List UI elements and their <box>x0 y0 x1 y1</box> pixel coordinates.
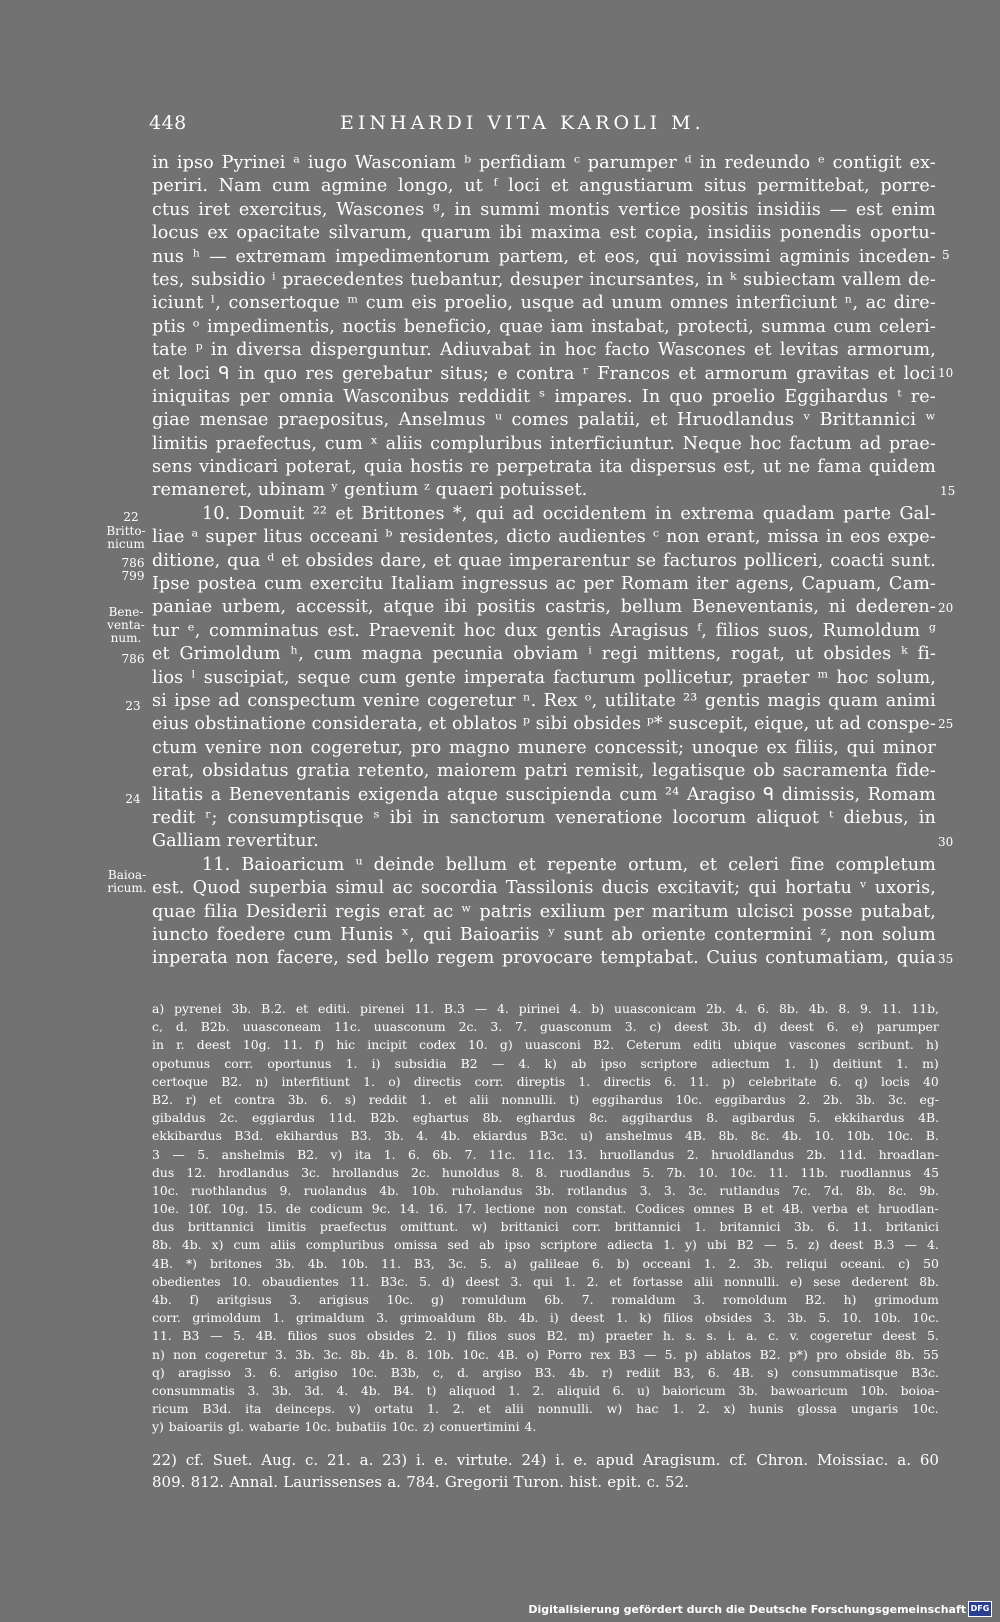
text-line: nus ʰ — extremam impedimentorum partem, et eos, qui novissimi agminis inceden- <box>152 246 936 267</box>
text-line: tate ᵖ in diversa disperguntur. Adiuvabat in hoc facto Wascones et levitas armorum, <box>152 340 936 361</box>
apparatus-line: n) non cogeretur 3. 3b. 3c. 8b. 4b. 8. 10b. 10c. 4B. o) Porro rex B3 — 5. p) ablatos B2. p*) pro obside 8b. 55 <box>152 1346 939 1362</box>
margin-note: Britto- nicum <box>106 524 146 551</box>
apparatus-line: ricum B3d. ita deinceps. v) ortatu 1. 2. et alii nonnulli. w) hac 1. 2. x) hunis glossa ungaris 10c. <box>152 1401 939 1417</box>
line-number: 25 <box>938 717 954 731</box>
margin-note: Bene- venta- num. <box>107 605 145 645</box>
text-line: ptis ᵒ impedimentis, noctis beneficio, quae iam instabat, protecti, summa cum celeri- <box>152 316 936 337</box>
apparatus-line: B2. r) et contra 3b. 6. s) reddit 1. et alii nonnulli. t) eggihardus 10c. eggibardus 2. 2b. 3b. 3c. eg- <box>152 1091 939 1107</box>
apparatus-line: 11. B3 — 5. 4B. filios suos obsides 2. l) filios suos B2. m) praeter h. s. s. i. a. c. v. cogeretur deest 5. <box>152 1328 939 1344</box>
apparatus-line: certoque B2. n) interfitiunt 1. o) directis corr. direptis 1. directis 6. 11. p) celebritate 6. q) locis 40 <box>152 1073 939 1089</box>
apparatus-line: consummatis 3. 3b. 3d. 4. 4b. B4. t) aliquod 1. 2. aliquid 6. u) baioricum 3b. bawoaricum 10b. boioa- <box>152 1382 939 1398</box>
apparatus-line: corr. grimoldum 1. grimaldum 3. grimoaldum 8b. 4b. i) deest 1. k) filios obsides 3. 3b. 5. 10. 10b. 10c. <box>152 1310 939 1326</box>
apparatus-line: gibaldus 2c. eggiardus 11d. B2b. eghartus 8b. eghardus 8c. aggihardus 8. agibardus 5. ekkihardus 4B. <box>152 1110 939 1126</box>
margin-note: 24 <box>125 792 141 806</box>
text-line: periri. Nam cum agmine longo, ut ᶠ loci et angustiarum situs permittebat, porre- <box>152 176 936 197</box>
apparatus-line: dus 12. hrodlandus 3c. hrollandus 2c. hunoldus 8. 8. ruodlandus 5. 7b. 10. 10c. 11. 11b. ruodlannus 45 <box>152 1164 939 1180</box>
margin-note: 22 <box>123 510 139 524</box>
apparatus-line: 4b. f) aritgisus 3. arigisus 10c. g) romuldum 6b. 7. romaldum 3. romoldum B2. h) grimodum <box>152 1292 939 1307</box>
apparatus-line: 10e. 10f. 10g. 15. de codicum 9c. 14. 16. 17. lectione non constat. Codices omnes B et 4B. verba et hruodlan- <box>152 1201 939 1217</box>
margin-note: 23 <box>125 699 141 713</box>
footnote-line: 22) cf. Suet. Aug. c. 21. a. 23) i. e. virtute. 24) i. e. apud Aragisum. cf. Chron. Moissiac. a. 60 <box>152 1451 939 1469</box>
text-line: sens vindicari poterat, quia hostis re perpetrata ita dispersus est, ut ne fama quidem <box>152 457 936 478</box>
text-line: inperata non facere, sed bello regem provocare temptabat. Cuius contumatiam, quia <box>152 948 936 969</box>
footnotes <box>152 1450 939 1493</box>
line-number: 5 <box>942 248 950 262</box>
apparatus-line: dus brittannici limitis praefectus omittunt. w) brittanici corr. brittannici 1. britannici 3b. 6. 11. britanici <box>152 1219 939 1235</box>
text-line: est. Quod superbia simul ac socordia Tassilonis ducis excitavit; qui hortatu ᵛ uxoris, <box>152 878 936 899</box>
apparatus-line: in r. deest 10g. 11. f) hic incipit codex 10. g) uuasconi B2. Ceterum editi ubique vascones scribunt. h) <box>152 1037 939 1053</box>
text-line: ctus iret exercitus, Wascones ᵍ, in summi montis vertice positis insidiis — est enim <box>152 199 936 220</box>
margin-note: Baioa- ricum. <box>107 868 147 895</box>
critical-apparatus <box>152 1000 939 1437</box>
page-number: 448 <box>149 112 187 134</box>
text-line: eius obstinatione considerata, et oblatos ᵖ sibi obsides ᵖ* suscepit, eique, ut ad conspe- <box>152 714 936 735</box>
text-line: ctum venire non cogeretur, pro magno munere concessit; unoque ex filiis, qui minor <box>152 737 936 758</box>
apparatus-line: y) baioariis gl. wabarie 10c. bubatiis 10c. z) conuertimini 4. <box>152 1419 537 1435</box>
text-line: redit ʳ; consumptisque ˢ ibi in sanctorum veneratione locorum aliquot ᵗ diebus, in <box>152 807 936 828</box>
text-line: tur ᵉ, comminatus est. Praevenit hoc dux gentis Aragisus ᶠ, filios suos, Rumoldum ᵍ <box>152 620 936 641</box>
line-number: 20 <box>938 601 954 615</box>
text-line: si ipse ad conspectum venire cogeretur ⁿ. Rex ᵒ, utilitate ²³ gentis magis quam animi <box>152 690 936 711</box>
text-line: 11. Baioaricum ᵘ deinde bellum et repente ortum, et celeri fine completum <box>202 854 936 875</box>
text-line: Galliam revertitur. <box>152 831 319 852</box>
dfg-logo-icon: DFG <box>968 1601 992 1617</box>
text-line: paniae urbem, accessit, atque ibi positis castris, bellum Beneventanis, ni dederen- <box>152 597 936 618</box>
apparatus-line: 10c. ruothlandus 9. ruolandus 4b. 10b. ruholandus 3b. rotlandus 3. 3. 3c. rutlandus 7c. 7d. 8b. 8c. 9b. <box>152 1182 939 1198</box>
margin-note: 786 799 <box>121 556 145 583</box>
text-line: erat, obsidatus gratia retento, maiorem patri remisit, legatisque ob sacramenta fide- <box>152 761 936 782</box>
text-line: remaneret, ubinam ʸ gentium ᶻ quaeri potuisset. <box>152 480 588 501</box>
line-number: 10 <box>938 366 954 380</box>
apparatus-line: ekkibardus B3d. ekihardus B3. 3b. 4. 4b. ekiardus B3c. u) anshelmus 4B. 8b. 8c. 4b. 10. 10b. 10c. B. <box>152 1128 939 1144</box>
text-line: giae mensae praepositus, Anselmus ᵘ comes palatii, et Hruodlandus ᵛ Brittannici ʷ <box>152 410 936 431</box>
running-title: EINHARDI VITA KAROLI M. <box>340 112 705 134</box>
text-line: lios ˡ suscipiat, seque cum gente imperata facturum pollicetur, praeter ᵐ hoc solum, <box>152 667 936 688</box>
text-line: iniquitas per omnia Wasconibus reddidit ˢ impares. In quo proelio Eggihardus ᵗ re- <box>152 386 936 407</box>
main-text <box>152 152 936 971</box>
text-line: locus ex opacitate silvarum, quarum ibi maxima est copia, insidiis ponendis oportu- <box>152 223 936 244</box>
apparatus-line: obedientes 10. obaudientes 11. B3c. 5. d) deest 3. qui 1. 2. et fortasse alii nonnulli. e) sese dederent 8b. <box>152 1273 939 1289</box>
margin-note: 786 <box>121 652 145 666</box>
line-number: 15 <box>940 484 956 498</box>
text-line: 10. Domuit ²² et Brittones *, qui ad occidentem in extrema quadam parte Gal- <box>202 503 936 524</box>
text-line: in ipso Pyrinei ᵃ iugo Wasconiam ᵇ perfidiam ᶜ parumper ᵈ in redeundo ᵉ contigit ex- <box>152 153 936 173</box>
text-line: et Grimoldum ʰ, cum magna pecunia obviam ⁱ regi mittens, rogat, ut obsides ᵏ fi- <box>152 644 936 665</box>
apparatus-line: q) aragisso 3. 6. arigiso 10c. B3b, c, d. argiso B3. 4b. r) rediit B3, 6. 4B. s) consummatisque B3c. <box>152 1364 939 1380</box>
text-line: quae filia Desiderii regis erat ac ʷ patris exilium per maritum ulcisci posse putabat, <box>152 901 936 922</box>
apparatus-line: c, d. B2b. uuasconeam 11c. uuasconum 2c. 3. 7. guasconum 3. c) deest 3b. d) deest 6. e) parumper <box>152 1019 939 1035</box>
text-line: liae ᵃ super litus occeani ᵇ residentes, dicto audientes ᶜ non erant, missa in eos expe- <box>152 527 936 548</box>
apparatus-line: opotunus corr. oportunus 1. i) subsidia B2 — 4. k) ab ipso scriptore adiectum 1. l) deitiunt 1. m) <box>152 1055 939 1071</box>
text-line: iuncto foedere cum Hunis ˣ, qui Baioariis ʸ sunt ab oriente contermini ᶻ, non solum <box>152 924 936 945</box>
text-line: Ipse postea cum exercitu Italiam ingressus ac per Romam iter agens, Capuam, Cam- <box>152 574 936 595</box>
apparatus-line: 3 — 5. anshelmis B2. v) ita 1. 6. 6b. 7. 11c. 11c. 13. hruollandus 2. hruoldlandus 2b. 11d. hroadlan- <box>152 1146 939 1162</box>
footnote-line: 809. 812. Annal. Laurissenses a. 784. Gregorii Turon. hist. epit. c. 52. <box>152 1472 689 1491</box>
text-line: et loci ᑫ in quo res gerebatur situs; e contra ʳ Francos et armorum gravitas et loci <box>152 363 936 384</box>
text-line: iciunt ˡ, consertoque ᵐ cum eis proelio, usque ad unum omnes interficiunt ⁿ, ac dire- <box>152 293 936 314</box>
digitization-credit: Digitalisierung gefördert durch die Deutsche Forschungsgemeinschaft <box>528 1603 966 1616</box>
text-line: tes, subsidio ⁱ praecedentes tuebantur, desuper incursantes, in ᵏ subiectam vallem de- <box>152 269 936 290</box>
apparatus-line: a) pyrenei 3b. B.2. et editi. pirenei 11. B.3 — 4. pirinei 4. b) uuasconicam 2b. 4. 6. 8b. 4b. 8. 9. 11. 11b, <box>152 1001 939 1016</box>
text-line: litatis a Beneventanis exigenda atque suscipienda cum ²⁴ Aragiso ᑫ dimissis, Romam <box>152 784 936 805</box>
line-number: 35 <box>938 952 954 966</box>
text-line: ditione, qua ᵈ et obsides dare, et quae imperarentur se facturos polliceri, coacti sunt. <box>152 550 936 571</box>
line-number: 30 <box>938 835 954 849</box>
text-line: limitis praefectus, cum ˣ aliis compluribus interficiuntur. Neque hoc factum ad prae- <box>152 433 936 454</box>
apparatus-line: 8b. 4b. x) cum aliis compluribus omissa sed ab ipso scriptore adiecta 1. y) ubi B2 — 5. z) deest B.3 — 4. <box>152 1237 939 1253</box>
apparatus-line: 4B. *) britones 3b. 4b. 10b. 11. B3, 3c. 5. a) galileae 6. b) occeani 1. 2. 3b. reliqui oceani. c) 50 <box>152 1255 939 1271</box>
